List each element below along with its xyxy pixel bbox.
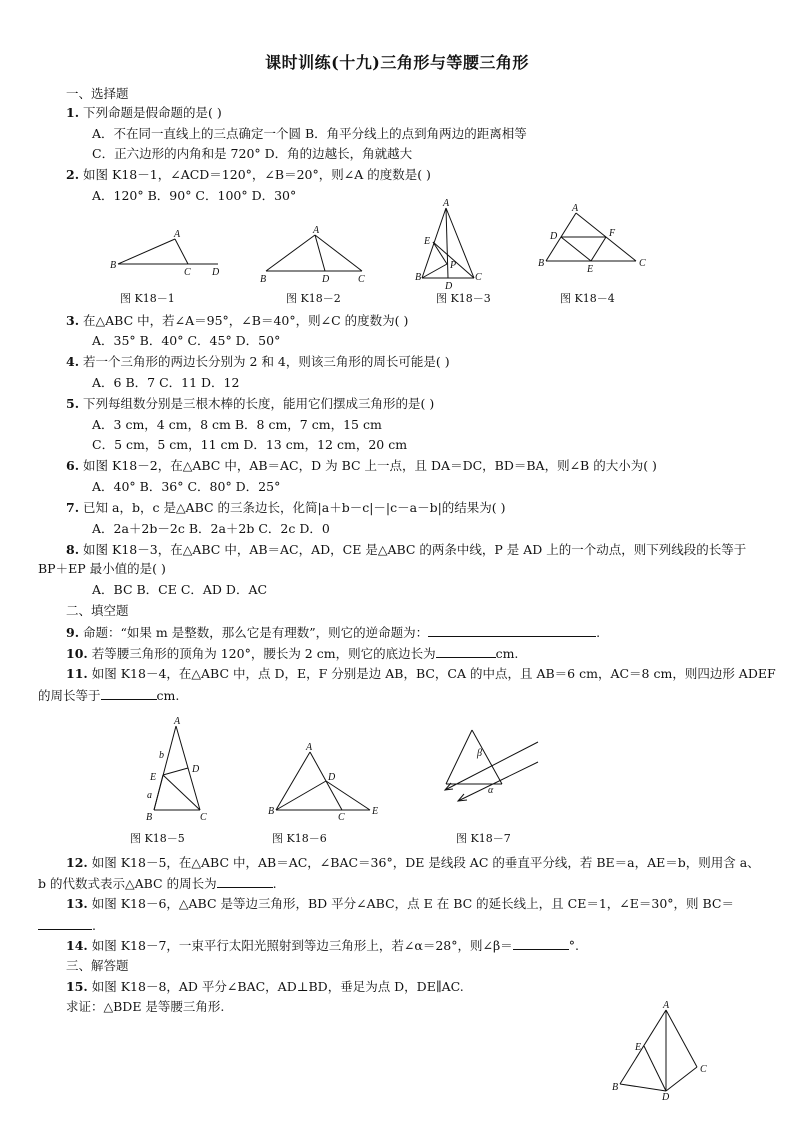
point-label: D bbox=[328, 772, 336, 783]
point-label: F bbox=[609, 228, 616, 239]
figure-caption: 图 K18－6 bbox=[272, 832, 327, 845]
question-number: 3. bbox=[66, 313, 80, 328]
point-label: A bbox=[306, 742, 313, 753]
figure-k18-3 bbox=[415, 198, 491, 305]
point-label: C bbox=[475, 272, 482, 283]
question-5-options-row2: C．5 cm，5 cm，11 cm D．13 cm，12 cm，20 cm bbox=[92, 437, 408, 452]
point-label: A bbox=[443, 198, 450, 209]
question-number: 10. bbox=[66, 646, 88, 661]
question-stem: 的周长等于 bbox=[38, 688, 101, 703]
figure-k18-7 bbox=[445, 730, 538, 845]
question-stem: 下列命题是假命题的是( ) bbox=[83, 105, 222, 120]
answer-blank[interactable] bbox=[217, 875, 273, 888]
question-5 bbox=[66, 396, 434, 412]
question-3 bbox=[66, 313, 408, 329]
question-end: . bbox=[92, 918, 96, 933]
answer-blank[interactable] bbox=[513, 937, 569, 950]
figure-caption: 图 K18－7 bbox=[456, 832, 511, 845]
section-heading-choice: 一、选择题 bbox=[66, 86, 129, 101]
figures-row-2 bbox=[130, 712, 550, 850]
question-8-continued: BP＋EP 最小值的是( ) bbox=[38, 561, 166, 576]
question-6-options: A．40° B．36° C．80° D．25° bbox=[92, 479, 281, 494]
section-heading-solve: 三、解答题 bbox=[66, 958, 129, 973]
question-15-prove: 求证：△BDE 是等腰三角形. bbox=[66, 999, 225, 1014]
question-stem: 如图 K18－1，∠ACD＝120°，∠B＝20°，则∠A 的度数是( ) bbox=[83, 167, 431, 182]
point-label: C bbox=[338, 812, 345, 823]
question-9 bbox=[66, 624, 600, 641]
question-12 bbox=[66, 855, 760, 871]
point-label: D bbox=[192, 764, 200, 775]
question-stem: 命题：“如果 m 是整数，那么它是有理数”，则它的逆命题为： bbox=[83, 625, 429, 640]
point-label: B bbox=[146, 812, 153, 823]
point-label: D bbox=[445, 281, 453, 292]
question-number: 13. bbox=[66, 896, 88, 911]
point-label: D bbox=[322, 274, 330, 285]
angle-label: β bbox=[477, 748, 482, 759]
question-number: 14. bbox=[66, 938, 88, 953]
question-6 bbox=[66, 458, 657, 474]
figure-caption: 图 K18－2 bbox=[286, 292, 341, 305]
question-number: 2. bbox=[66, 167, 80, 182]
question-2 bbox=[66, 167, 431, 183]
question-11-continued bbox=[38, 687, 179, 704]
point-label: E bbox=[424, 236, 431, 247]
point-label: C bbox=[700, 1064, 707, 1075]
question-2-options: A．120° B．90° C．100° D．30° bbox=[92, 188, 297, 203]
point-label: A bbox=[663, 1000, 670, 1011]
question-stem: b 的代数式表示△ABC 的周长为 bbox=[38, 876, 217, 891]
point-label: B bbox=[415, 272, 422, 283]
side-label: a bbox=[147, 790, 152, 801]
question-10 bbox=[66, 645, 518, 662]
point-label: C bbox=[200, 812, 207, 823]
question-stem: 下列每组数分别是三根木棒的长度，能用它们摆成三角形的是( ) bbox=[83, 396, 435, 411]
figure-k18-5 bbox=[130, 716, 207, 845]
angle-label: α bbox=[488, 785, 494, 796]
question-11 bbox=[66, 666, 776, 682]
question-1-options-row1: A．不在同一直线上的三点确定一个圆 B．角平分线上的点到角两边的距离相等 bbox=[92, 126, 527, 141]
question-stem: 如图 K18－8，AD 平分∠BAC，AD⊥BD，垂足为点 D，DE∥AC. bbox=[91, 979, 464, 994]
point-label: E bbox=[587, 264, 594, 275]
point-label: B bbox=[260, 274, 267, 285]
point-label: E bbox=[635, 1042, 642, 1053]
question-stem: 如图 K18－4，在△ABC 中，点 D，E，F 分别是边 AB，BC，CA 的中点，且 AB＝6 cm，AC＝8 cm，则四边形 ADEF bbox=[91, 666, 776, 681]
point-label: B bbox=[110, 260, 117, 271]
question-number: 15. bbox=[66, 979, 88, 994]
question-13-continued bbox=[38, 917, 96, 934]
question-stem: 如图 K18－5，在△ABC 中，AB＝AC，∠BAC＝36°，DE 是线段 AC 的垂直平分线，若 BE＝a，AE＝b，则用含 a、 bbox=[91, 855, 760, 870]
question-8 bbox=[66, 542, 746, 558]
question-stem: 如图 K18－3，在△ABC 中，AB＝AC，AD，CE 是△ABC 的两条中线，P 是 AD 上的一个动点，则下列线段的长等于 bbox=[83, 542, 747, 557]
answer-blank[interactable] bbox=[428, 624, 596, 637]
question-stem: 如图 K18－7，一束平行太阳光照射到等边三角形上，若∠α＝28°，则∠β＝ bbox=[91, 938, 513, 953]
point-label: B bbox=[538, 258, 545, 269]
question-number: 7. bbox=[66, 500, 80, 515]
point-label: C bbox=[639, 258, 646, 269]
side-label: b bbox=[159, 750, 164, 761]
figure-k18-4 bbox=[538, 203, 646, 305]
question-1-options-row2: C．正六边形的内角和是 720° D．角的边越长，角就越大 bbox=[92, 146, 413, 161]
point-label: E bbox=[150, 772, 157, 783]
question-number: 9. bbox=[66, 625, 80, 640]
point-label: B bbox=[268, 806, 275, 817]
question-number: 6. bbox=[66, 458, 80, 473]
question-end: . bbox=[596, 625, 601, 640]
figure-k18-6 bbox=[268, 742, 378, 845]
point-label: B bbox=[612, 1082, 619, 1093]
question-number: 8. bbox=[66, 542, 80, 557]
question-number: 12. bbox=[66, 855, 88, 870]
point-label: A bbox=[174, 229, 181, 240]
point-label: C bbox=[184, 267, 191, 278]
question-15 bbox=[66, 979, 464, 995]
answer-blank[interactable] bbox=[38, 917, 92, 930]
section-heading-fill: 二、填空题 bbox=[66, 603, 129, 618]
figure-k18-2 bbox=[260, 225, 365, 305]
question-14 bbox=[66, 937, 579, 954]
point-label: P bbox=[450, 260, 457, 271]
question-13 bbox=[66, 896, 734, 912]
figures-row-1 bbox=[100, 198, 720, 310]
question-end: cm. bbox=[495, 646, 519, 661]
question-number: 1. bbox=[66, 105, 80, 120]
question-3-options: A．35° B．40° C．45° D．50° bbox=[92, 333, 281, 348]
question-stem: 若一个三角形的两边长分别为 2 和 4，则该三角形的周长可能是( ) bbox=[83, 354, 450, 369]
figure-caption: 图 K18－4 bbox=[560, 292, 615, 305]
point-label: A bbox=[313, 225, 320, 236]
question-7-options: A．2a＋2b－2c B．2a＋2b C．2c D．0 bbox=[92, 521, 330, 536]
figure-caption: 图 K18－3 bbox=[436, 292, 491, 305]
question-end: cm. bbox=[156, 688, 180, 703]
page-title: 课时训练(十九)三角形与等腰三角形 bbox=[265, 53, 529, 72]
question-7 bbox=[66, 500, 506, 516]
point-label: A bbox=[174, 716, 181, 727]
point-label: E bbox=[372, 806, 379, 817]
answer-blank[interactable] bbox=[101, 687, 157, 700]
question-end: . bbox=[272, 876, 277, 891]
question-1 bbox=[66, 105, 222, 121]
question-8-options: A．BC B．CE C．AD D．AC bbox=[92, 582, 268, 597]
question-stem: 若等腰三角形的顶角为 120°，腰长为 2 cm，则它的底边长为 bbox=[91, 646, 436, 661]
question-stem: 已知 a，b，c 是△ABC 的三条边长，化简|a＋b－c|－|c－a－b|的结果为( ) bbox=[83, 500, 506, 515]
answer-blank[interactable] bbox=[436, 645, 496, 658]
question-12-continued bbox=[38, 875, 277, 892]
point-label: C bbox=[358, 274, 365, 285]
question-number: 11. bbox=[66, 666, 88, 681]
question-4 bbox=[66, 354, 450, 370]
question-5-options-row1: A．3 cm，4 cm，8 cm B．8 cm，7 cm，15 cm bbox=[92, 417, 382, 432]
figure-k18-8 bbox=[600, 996, 720, 1101]
question-number: 5. bbox=[66, 396, 80, 411]
figure-caption: 图 K18－1 bbox=[120, 292, 175, 305]
question-number: 4. bbox=[66, 354, 80, 369]
point-label: D bbox=[662, 1092, 670, 1101]
question-stem: 如图 K18－6，△ABC 是等边三角形，BD 平分∠ABC，点 E 在 BC 的延长线上，且 CE＝1，∠E＝30°，则 BC＝ bbox=[91, 896, 734, 911]
figure-k18-1 bbox=[110, 229, 220, 305]
point-label: D bbox=[212, 267, 220, 278]
question-stem: 在△ABC 中，若∠A＝95°，∠B＝40°，则∠C 的度数为( ) bbox=[83, 313, 409, 328]
question-end: °. bbox=[568, 938, 579, 953]
point-label: A bbox=[572, 203, 579, 214]
question-4-options: A．6 B．7 C．11 D．12 bbox=[92, 375, 240, 390]
question-stem: 如图 K18－2，在△ABC 中，AB＝AC，D 为 BC 上一点，且 DA＝DC，BD＝BA，则∠B 的大小为( ) bbox=[83, 458, 657, 473]
figure-caption: 图 K18－5 bbox=[130, 832, 185, 845]
point-label: D bbox=[550, 231, 558, 242]
